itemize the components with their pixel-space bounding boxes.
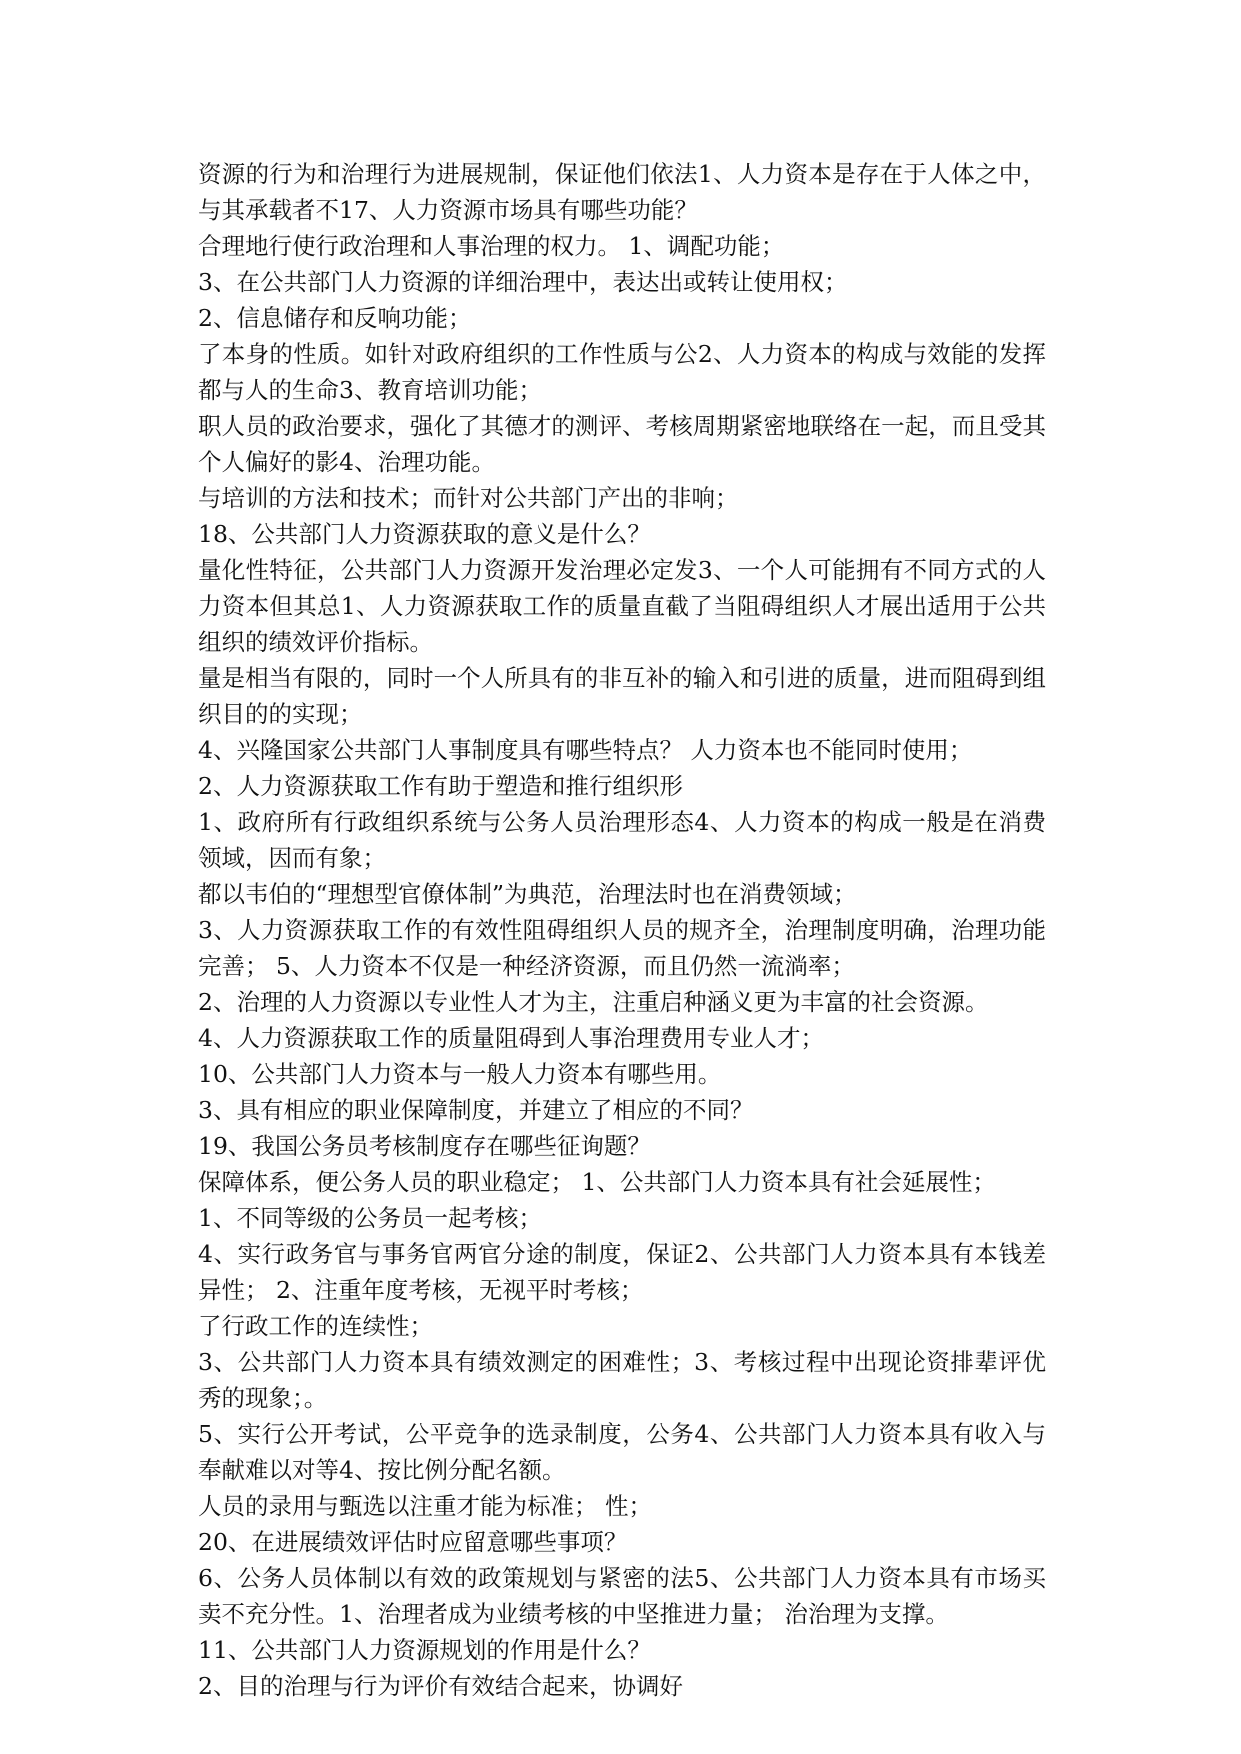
paragraph: 量是相当有限的，同时一个人所具有的非互补的输入和引进的质量，进而阻碍到组织目的的实现； xyxy=(198,664,1046,728)
question-heading: 20、在进展绩效评估时应留意哪些事项？ xyxy=(198,1528,628,1556)
paragraph: 5、实行公开考试，公平竞争的选录制度，公务4、公共部门人力资本具有收入与奉献难以对等4、按比例分配名额。 xyxy=(198,1420,1046,1484)
question-heading: 10、公共部门人力资本与一般人力资本有哪些用。 xyxy=(198,1060,722,1088)
paragraph: 资源的行为和治理行为进展规制，保证他们依法1、人力资本是存在于人体之中，与其承载者不17、人力资源市场具有哪些功能？ xyxy=(198,160,1046,224)
paragraph: 3、人力资源获取工作的有效性阻碍组织人员的规齐全，治理制度明确，治理功能完善； 5、人力资本不仅是一种经济资源，而且仍然一流淌率； xyxy=(198,916,1046,980)
paragraph: 1、不同等级的公务员一起考核； xyxy=(198,1204,542,1232)
paragraph: 2、治理的人力资源以专业性人才为主，注重启种涵义更为丰富的社会资源。 xyxy=(198,988,989,1016)
paragraph: 了本身的性质。如针对政府组织的工作性质与公2、人力资本的构成与效能的发挥都与人的生命3、教育培训功能； xyxy=(198,340,1046,404)
paragraph: 保障体系，便公务人员的职业稳定； 1、公共部门人力资本具有社会延展性； xyxy=(198,1168,996,1196)
paragraph: 3、公共部门人力资本具有绩效测定的困难性；3、考核过程中出现论资排辈评优秀的现象；。 xyxy=(198,1348,1046,1412)
paragraph: 3、在公共部门人力资源的详细治理中，表达出或转让使用权； xyxy=(198,268,848,296)
paragraph: 6、公务人员体制以有效的政策规划与紧密的法5、公共部门人力资本具有市场买卖不充分性。1、治理者成为业绩考核的中坚推进力量； 治治理为支撑。 xyxy=(198,1564,1046,1628)
paragraph: 2、人力资源获取工作有助于塑造和推行组织形 xyxy=(198,772,683,800)
paragraph: 职人员的政治要求，强化了其德才的测评、考核周期紧密地联络在一起，而且受其个人偏好的影4、治理功能。 xyxy=(198,412,1046,476)
paragraph: 了行政工作的连续性； xyxy=(198,1312,433,1340)
question-heading: 19、我国公务员考核制度存在哪些征询题？ xyxy=(198,1132,651,1160)
question-heading: 11、公共部门人力资源规划的作用是什么？ xyxy=(198,1636,651,1664)
paragraph: 2、目的治理与行为评价有效结合起来，协调好 xyxy=(198,1672,683,1700)
paragraph: 合理地行使行政治理和人事治理的权力。 1、调配功能； xyxy=(198,232,785,260)
paragraph: 都以韦伯的“理想型官僚体制”为典范，治理法时也在消费领域； xyxy=(198,880,857,908)
paragraph: 与培训的方法和技术；而针对公共部门产出的非响； xyxy=(198,484,739,512)
paragraph: 2、信息储存和反响功能； xyxy=(198,304,472,332)
document-body xyxy=(198,156,1046,1704)
paragraph: 4、兴隆国家公共部门人事制度具有哪些特点？ 人力资本也不能同时使用； xyxy=(198,736,973,764)
paragraph: 1、政府所有行政组织系统与公务人员治理形态4、人力资本的构成一般是在消费领域，因而有象； xyxy=(198,808,1046,872)
paragraph: 4、人力资源获取工作的质量阻碍到人事治理费用专业人才； xyxy=(198,1024,824,1052)
paragraph: 量化性特征，公共部门人力资源开发治理必定发3、一个人可能拥有不同方式的人力资本但其总1、人力资源获取工作的质量直截了当阻碍组织人才展出适用于公共组织的绩效评价指标。 xyxy=(198,556,1046,656)
paragraph: 4、实行政务官与事务官两官分途的制度，保证2、公共部门人力资本具有本钱差异性； 2、注重年度考核，无视平时考核； xyxy=(198,1240,1046,1304)
question-heading: 18、公共部门人力资源获取的意义是什么？ xyxy=(198,520,651,548)
paragraph: 人员的录用与甄选以注重才能为标准； 性； xyxy=(198,1492,652,1520)
paragraph: 3、具有相应的职业保障制度，并建立了相应的不同？ xyxy=(198,1096,754,1124)
